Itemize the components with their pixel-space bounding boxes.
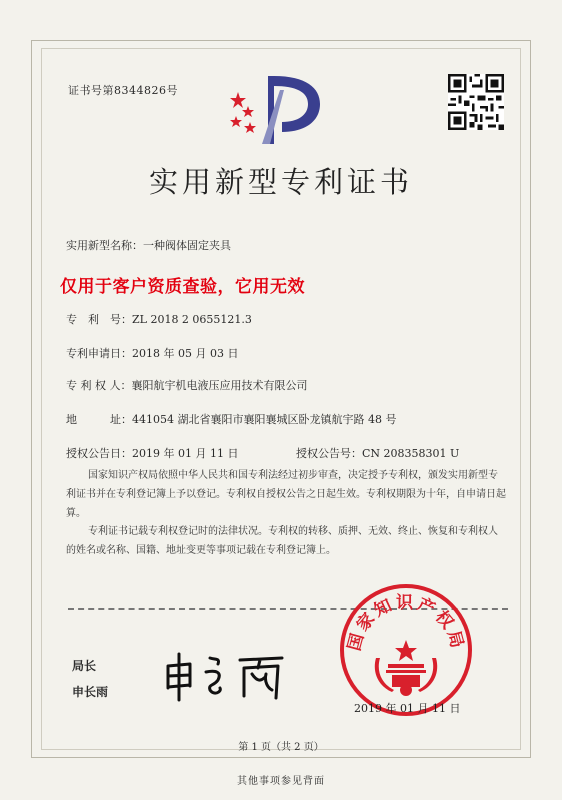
field-value: 襄阳航宇机电液压应用技术有限公司 <box>131 379 308 392</box>
field-value: CN 208358301 U <box>362 447 460 460</box>
field-address <box>66 411 396 427</box>
grant-paragraph: 国家知识产权局依照中华人民共和国专利法经过初步审查，决定授予专利权，颁发实用新型专利证书并在专利登记簿上予以登记。专利权自授权公告之日起生效。专利权期限为十年，自申请日起算。 <box>66 470 506 519</box>
certificate-title: 实用新型专利证书 <box>148 165 413 199</box>
field-label: 地 址： <box>66 413 132 426</box>
field-label: 授权公告日： <box>66 447 132 460</box>
field-value: 2018 年 05 月 03 日 <box>132 347 239 360</box>
field-utility-model-name <box>66 237 231 253</box>
seal-date: 2019 年 01 月 11 日 <box>354 702 461 715</box>
svg-text:国家知识产权局: 国家知识产权局 <box>344 593 468 653</box>
cnipa-logo-icon <box>224 70 332 150</box>
field-grant-number <box>296 445 459 461</box>
certificate-number: 证书号第8344826号 <box>68 84 178 97</box>
handwritten-signature-icon <box>160 648 290 703</box>
bottom-note: 其他事项参见背面 <box>237 776 325 787</box>
field-value: 一种阀体固定夹具 <box>143 239 231 252</box>
signature-name: 申长雨 <box>72 685 109 699</box>
field-label: 专 利 权 人： <box>66 379 132 392</box>
qr-code-icon <box>448 74 504 130</box>
field-label: 专 利 号： <box>66 313 132 326</box>
official-seal-icon <box>336 580 476 720</box>
field-label: 实用新型名称： <box>66 239 143 252</box>
field-label: 授权公告号： <box>296 447 362 460</box>
field-value: 2019 年 01 月 11 日 <box>132 447 239 460</box>
field-value: ZL 2018 2 0655121.3 <box>132 313 252 326</box>
field-grant-date <box>66 445 238 461</box>
legal-status-paragraph: 专利证书记载专利权登记时的法律状况。专利权的转移、质押、无效、终止、恢复和专利权人的姓名或名称、国籍、地址变更等事项记载在专利登记簿上。 <box>66 526 498 556</box>
field-application-date <box>66 345 238 361</box>
field-patent-number <box>66 311 252 327</box>
signature-title: 局长 <box>72 659 97 673</box>
field-label: 专利申请日： <box>66 347 132 360</box>
field-patentee <box>66 377 308 393</box>
field-value: 441054 湖北省襄阳市襄阳襄城区卧龙镇航宇路 48 号 <box>132 413 397 426</box>
page-footer: 第 1 页（共 2 页） <box>238 742 324 753</box>
watermark-text: 仅用于客户资质查验，它用无效 <box>60 277 305 297</box>
